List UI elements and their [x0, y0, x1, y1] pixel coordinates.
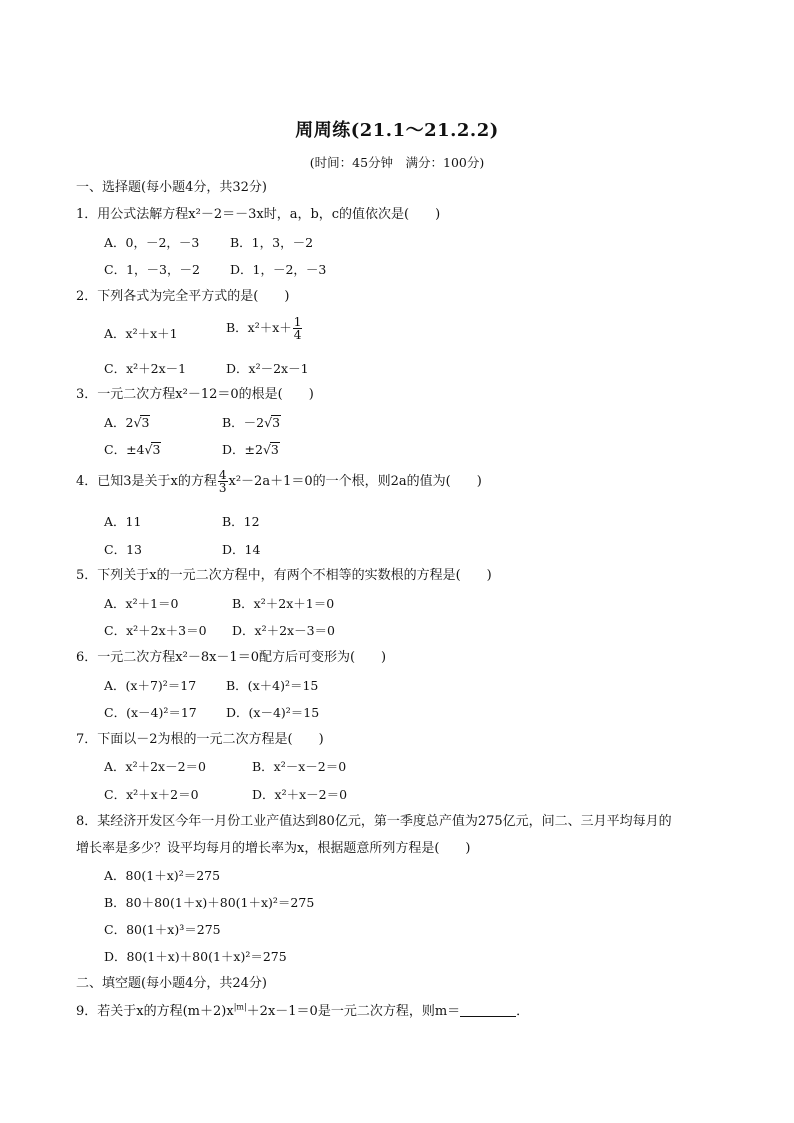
q3-option-b: [222, 414, 281, 432]
q3-option-a: [104, 414, 150, 432]
q7-option-b: B．x²－x－2＝0: [252, 759, 347, 774]
q3-option-d: [222, 441, 280, 459]
q4-option-a: A．11: [104, 514, 142, 529]
q6-option-c: C．(x－4)²＝17: [104, 705, 197, 720]
q1-option-a: A．0，－2，－3: [104, 235, 200, 250]
sqrt-sign: √: [262, 442, 271, 457]
q1-option-d: D．1，－2，－3: [230, 262, 327, 277]
q8-option-a: A．80(1＋x)²＝275: [104, 868, 221, 883]
q7-option-a: A．x²＋2x－2＝0: [104, 759, 206, 774]
q2-option-d: D．x²－2x－1: [226, 361, 309, 376]
q4-option-c: C．13: [104, 542, 142, 557]
answer-blank: [460, 1004, 516, 1017]
q8-option-c: C．80(1＋x)³＝275: [104, 922, 221, 937]
question-5-stem: 5．下列关于x的一元二次方程中，有两个不相等的实数根的方程是( ): [76, 568, 492, 583]
q3-option-c-coef: C．±4: [104, 442, 145, 457]
question-1-stem: 1．用公式法解方程x²－2＝－3x时，a，b，c的值依次是( ): [76, 207, 441, 222]
q2-option-c: C．x²＋2x－1: [104, 361, 187, 376]
question-6-stem: 6．一元二次方程x²－8x－1＝0配方后可变形为( ): [76, 650, 387, 665]
radicand: 3: [270, 442, 279, 457]
radicand: 3: [152, 442, 161, 457]
sqrt-sign: √: [144, 442, 153, 457]
q9-stem-before: 9．若关于x的方程(m＋2)x: [76, 1004, 234, 1019]
q3-option-c: [104, 441, 161, 459]
q5-option-b: B．x²＋2x＋1＝0: [232, 596, 335, 611]
q5-option-d: D．x²＋2x－3＝0: [232, 623, 335, 638]
q3-option-b-coef: B．－2: [222, 415, 265, 430]
q7-option-c: C．x²＋x＋2＝0: [104, 787, 199, 802]
q5-option-c: C．x²＋2x＋3＝0: [104, 623, 207, 638]
page-title: 周周练(21.1～21.2.2): [295, 120, 499, 141]
fraction: [218, 469, 228, 494]
sqrt-sign: √: [264, 415, 273, 430]
q1-option-b: B．1，3，－2: [230, 235, 314, 250]
sqrt-sign: √: [133, 415, 142, 430]
fraction-denominator: 4: [293, 328, 302, 342]
section-heading-choice: 一、选择题(每小题4分，共32分): [76, 180, 267, 195]
question-3-stem: 3．一元二次方程x²－12＝0的根是( ): [76, 387, 314, 402]
q8-option-b: B．80＋80(1＋x)＋80(1＋x)²＝275: [104, 895, 315, 910]
fraction: [293, 316, 303, 341]
radicand: 3: [272, 415, 281, 430]
q8-option-d: D．80(1＋x)＋80(1＋x)²＝275: [104, 949, 287, 964]
page-subtitle: (时间：45分钟 满分：100分): [309, 155, 485, 170]
q6-option-a: A．(x＋7)²＝17: [104, 678, 197, 693]
q4-option-d: D．14: [222, 542, 261, 557]
q2-option-b-prefix: B．x²＋x＋: [226, 320, 292, 335]
question-8-stem-line-2: 增长率是多少？设平均每月的增长率为x，根据题意所列方程是( ): [76, 841, 471, 856]
q4-stem-after: x²－2a＋1＝0的一个根，则2a的值为( ): [228, 474, 482, 489]
q4-option-b: B．12: [222, 514, 260, 529]
q6-option-b: B．(x＋4)²＝15: [226, 678, 319, 693]
q3-option-d-coef: D．±2: [222, 442, 263, 457]
q5-option-a: A．x²＋1＝0: [104, 596, 179, 611]
question-7-stem: 7．下面以－2为根的一元二次方程是( ): [76, 732, 324, 747]
question-2-stem: 2．下列各式为完全平方式的是( ): [76, 289, 290, 304]
q7-option-d: D．x²＋x－2＝0: [252, 787, 348, 802]
q4-stem-before: 4．已知3是关于x的方程: [76, 474, 217, 489]
q1-option-c: C．1，－3，－2: [104, 262, 200, 277]
section-heading-fill-in: 二、填空题(每小题4分，共24分): [76, 976, 267, 991]
question-9-stem: [76, 1003, 529, 1021]
q3-option-a-coef: A．2: [104, 415, 134, 430]
fraction-denominator: 3: [218, 481, 227, 495]
q2-option-b: [226, 316, 303, 341]
fraction-numerator: 4: [218, 468, 227, 482]
q6-option-d: D．(x－4)²＝15: [226, 705, 320, 720]
question-4-stem: [76, 469, 482, 494]
q2-option-a: A．x²＋x＋1: [104, 326, 178, 341]
radicand: 3: [141, 415, 150, 430]
q9-exponent: |m|: [233, 1002, 247, 1012]
fraction-numerator: 1: [293, 315, 302, 329]
q9-end: ．: [516, 1004, 530, 1019]
question-8-stem-line-1: 8．某经济开发区今年一月份工业产值达到80亿元，第一季度总产值为275亿元，问二、三月平均每月的: [76, 814, 672, 829]
q9-stem-after: ＋2x－1＝0是一元二次方程，则m＝: [246, 1004, 461, 1019]
